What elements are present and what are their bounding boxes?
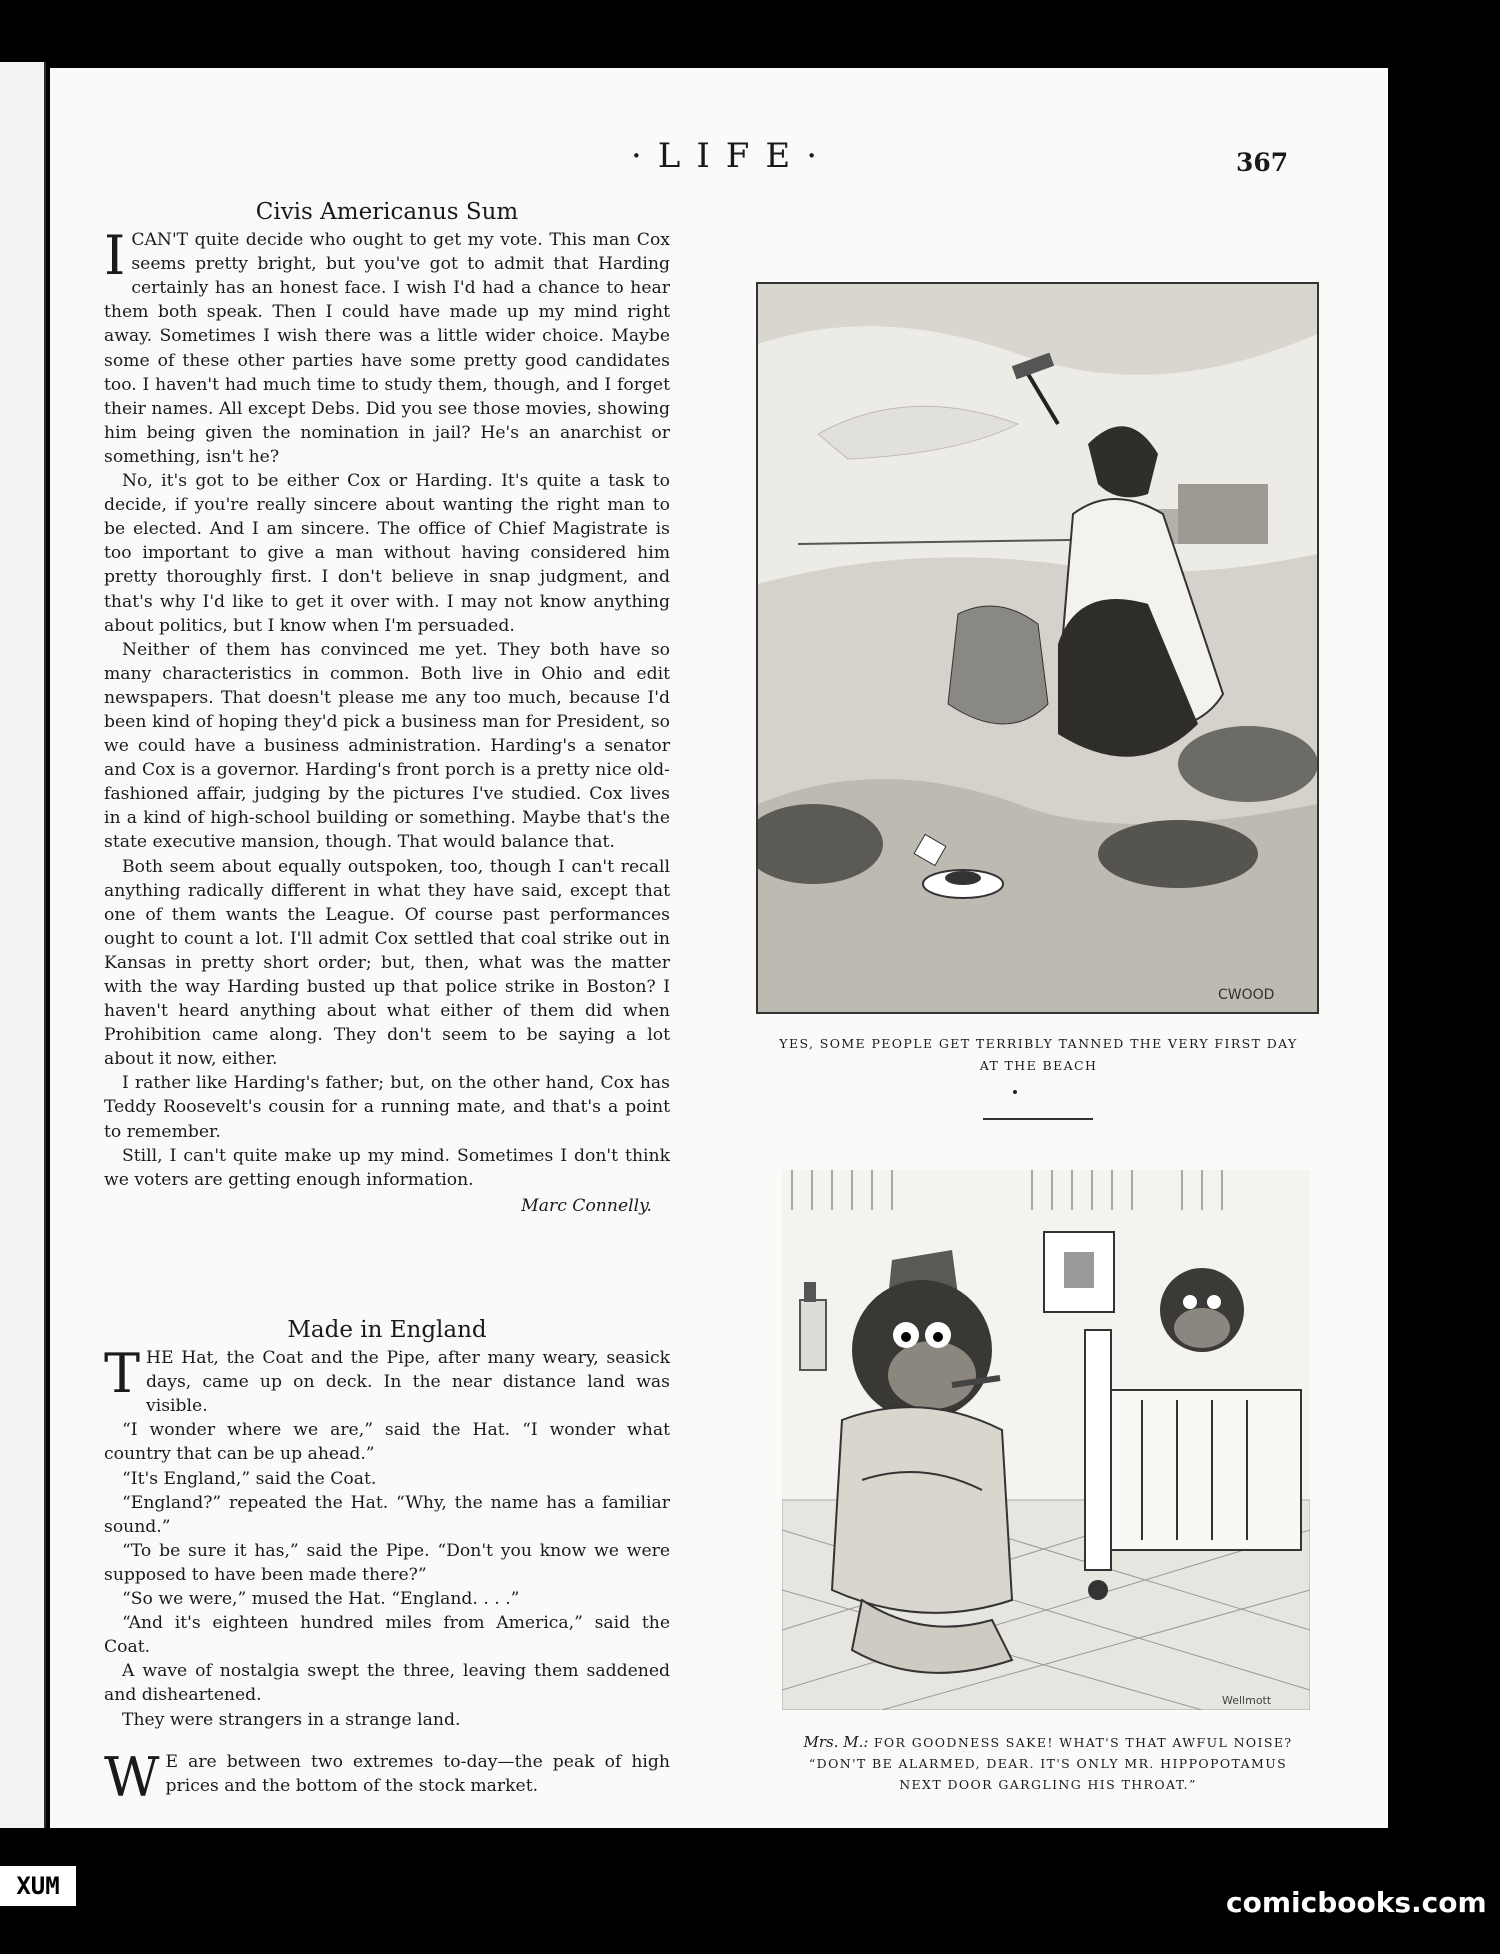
article-paragraph: They were strangers in a strange land. [122, 1709, 461, 1730]
magazine-page [50, 68, 1388, 1828]
article-made-in-england [104, 1318, 670, 1732]
author-signature: Marc Connelly. [521, 1195, 652, 1216]
drop-cap: I [104, 224, 126, 288]
article-paragraph: I rather like Harding's father; but, on the other hand, Cox has Teddy Roosevelt's cousin for a running mate, and that's a point to remember. [104, 1073, 670, 1142]
article-paragraph: THE Hat, the Coat and the Pipe, after many weary, seasick days, came up on deck. In the near distance land was visible. [104, 1342, 670, 1417]
article-paragraph: Still, I can't quite make up my mind. Sometimes I don't think we voters are getting enough information. [104, 1145, 670, 1190]
article-paragraph: “And it's eighteen hundred miles from America,” said the Coat. [104, 1613, 670, 1658]
beach-cartoon-drawing [758, 284, 1317, 1012]
article-paragraph: “To be sure it has,” said the Pipe. “Don't you know we were supposed to have been made there?” [104, 1540, 670, 1585]
drop-cap: T [104, 1342, 141, 1406]
ornament-dot [1013, 1090, 1017, 1094]
article-paragraph: “England?” repeated the Hat. “Why, the name has a familiar sound.” [104, 1492, 670, 1537]
article-paragraph: ICAN'T quite decide who ought to get my vote. This man Cox seems pretty bright, but you've got to admit that Harding certainly has an honest face. I wish I'd had a chance to hear them both speak. Then I could have made up my mind right away. Sometimes I wish there was a little wider choice. Maybe some of these other parties have some pretty good candidates too. I haven't had much time to study them, though, and I forget their names. All except Debs. Did you see those movies, showing him being given the nomination in jail? He's an anarchist or something, isn't he? [104, 224, 670, 467]
filler-quip [104, 1746, 670, 1809]
article-civis-americanus-sum [104, 200, 670, 1218]
article-paragraph: “I wonder where we are,” said the Hat. “I wonder what country that can be up ahead.” [104, 1420, 670, 1465]
svg-text:CWOOD: CWOOD [1218, 987, 1275, 1003]
magazine-title: ·LIFE· [630, 136, 834, 176]
article-headline: Made in England [287, 1317, 487, 1343]
page-number: 367 [1236, 148, 1289, 177]
article-paragraph: “So we were,” mused the Hat. “England. . . .” [122, 1589, 520, 1610]
article-paragraph: “It's England,” said the Coat. [122, 1468, 377, 1489]
site-watermark: comicbooks.com [1226, 1886, 1487, 1919]
article-headline: Civis Americanus Sum [255, 199, 519, 225]
article-paragraph: A wave of nostalgia swept the three, leaving them saddened and disheartened. [104, 1661, 670, 1706]
section-divider [983, 1118, 1093, 1120]
caption-speaker: Mrs. M.: [803, 1733, 869, 1751]
svg-text:Wellmott: Wellmott [1222, 1694, 1272, 1707]
facing-page-edge [0, 62, 46, 1828]
drop-cap: W [104, 1746, 160, 1809]
filler-paragraph: W E are between two extremes to-day—the peak of high prices and the bottom of the stock market. [104, 1746, 670, 1809]
apes-cartoon-drawing [782, 1170, 1310, 1710]
archive-stamp: XUM [0, 1866, 76, 1906]
article-paragraph: Neither of them has convinced me yet. They both have so many characteristics in common. Both live in Ohio and edit newspapers. That doesn't please me any too much, because I'd been kind of hoping they'd pick a business man for President, so we could have a business administration. Harding's a senator and Cox is a governor. Harding's front porch is a pretty nice old-fashioned affair, judging by the pictures I've studied. Cox lives in a kind of high-school building or something. Maybe that's the state executive mansion, though. That would balance that. [104, 639, 670, 853]
beach-cartoon-caption: YES, SOME PEOPLE GET TERRIBLY TANNED THE VERY FIRST DAY AT THE BEACH [779, 1036, 1298, 1073]
apes-cartoon-illustration [782, 1170, 1310, 1710]
beach-cartoon-illustration [756, 282, 1319, 1014]
article-paragraph: Both seem about equally outspoken, too, though I can't recall anything radically different in what they have said, except that one of them wants the League. Of course past performances ought to count a lot. I'll admit Cox settled that coal strike out in Kansas in pretty short order; but, then, what was the matter with the way Harding busted up that police strike in Boston? I haven't heard anything about what either of them did when Prohibition came along. They don't seem to be saying a lot about it now, either. [104, 856, 670, 1070]
apes-cartoon-caption: Mrs. M.: FOR GOODNESS SAKE! WHAT'S THAT AWFUL NOISE? “DON'T BE ALARMED, DEAR. IT'S ONLY MR. HIPPOPOTAMUS NEXT DOOR GARGLING HIS THROAT.” [803, 1733, 1293, 1792]
article-paragraph: No, it's got to be either Cox or Harding. It's quite a task to decide, if you're really sincere about wanting the right man to be elected. And I am sincere. The office of Chief Magistrate is too important to give a man without having considered him pretty thoroughly first. I don't believe in snap judgment, and that's why I'd like to get it over with. I may not know anything about politics, but I know when I'm persuaded. [104, 471, 670, 636]
